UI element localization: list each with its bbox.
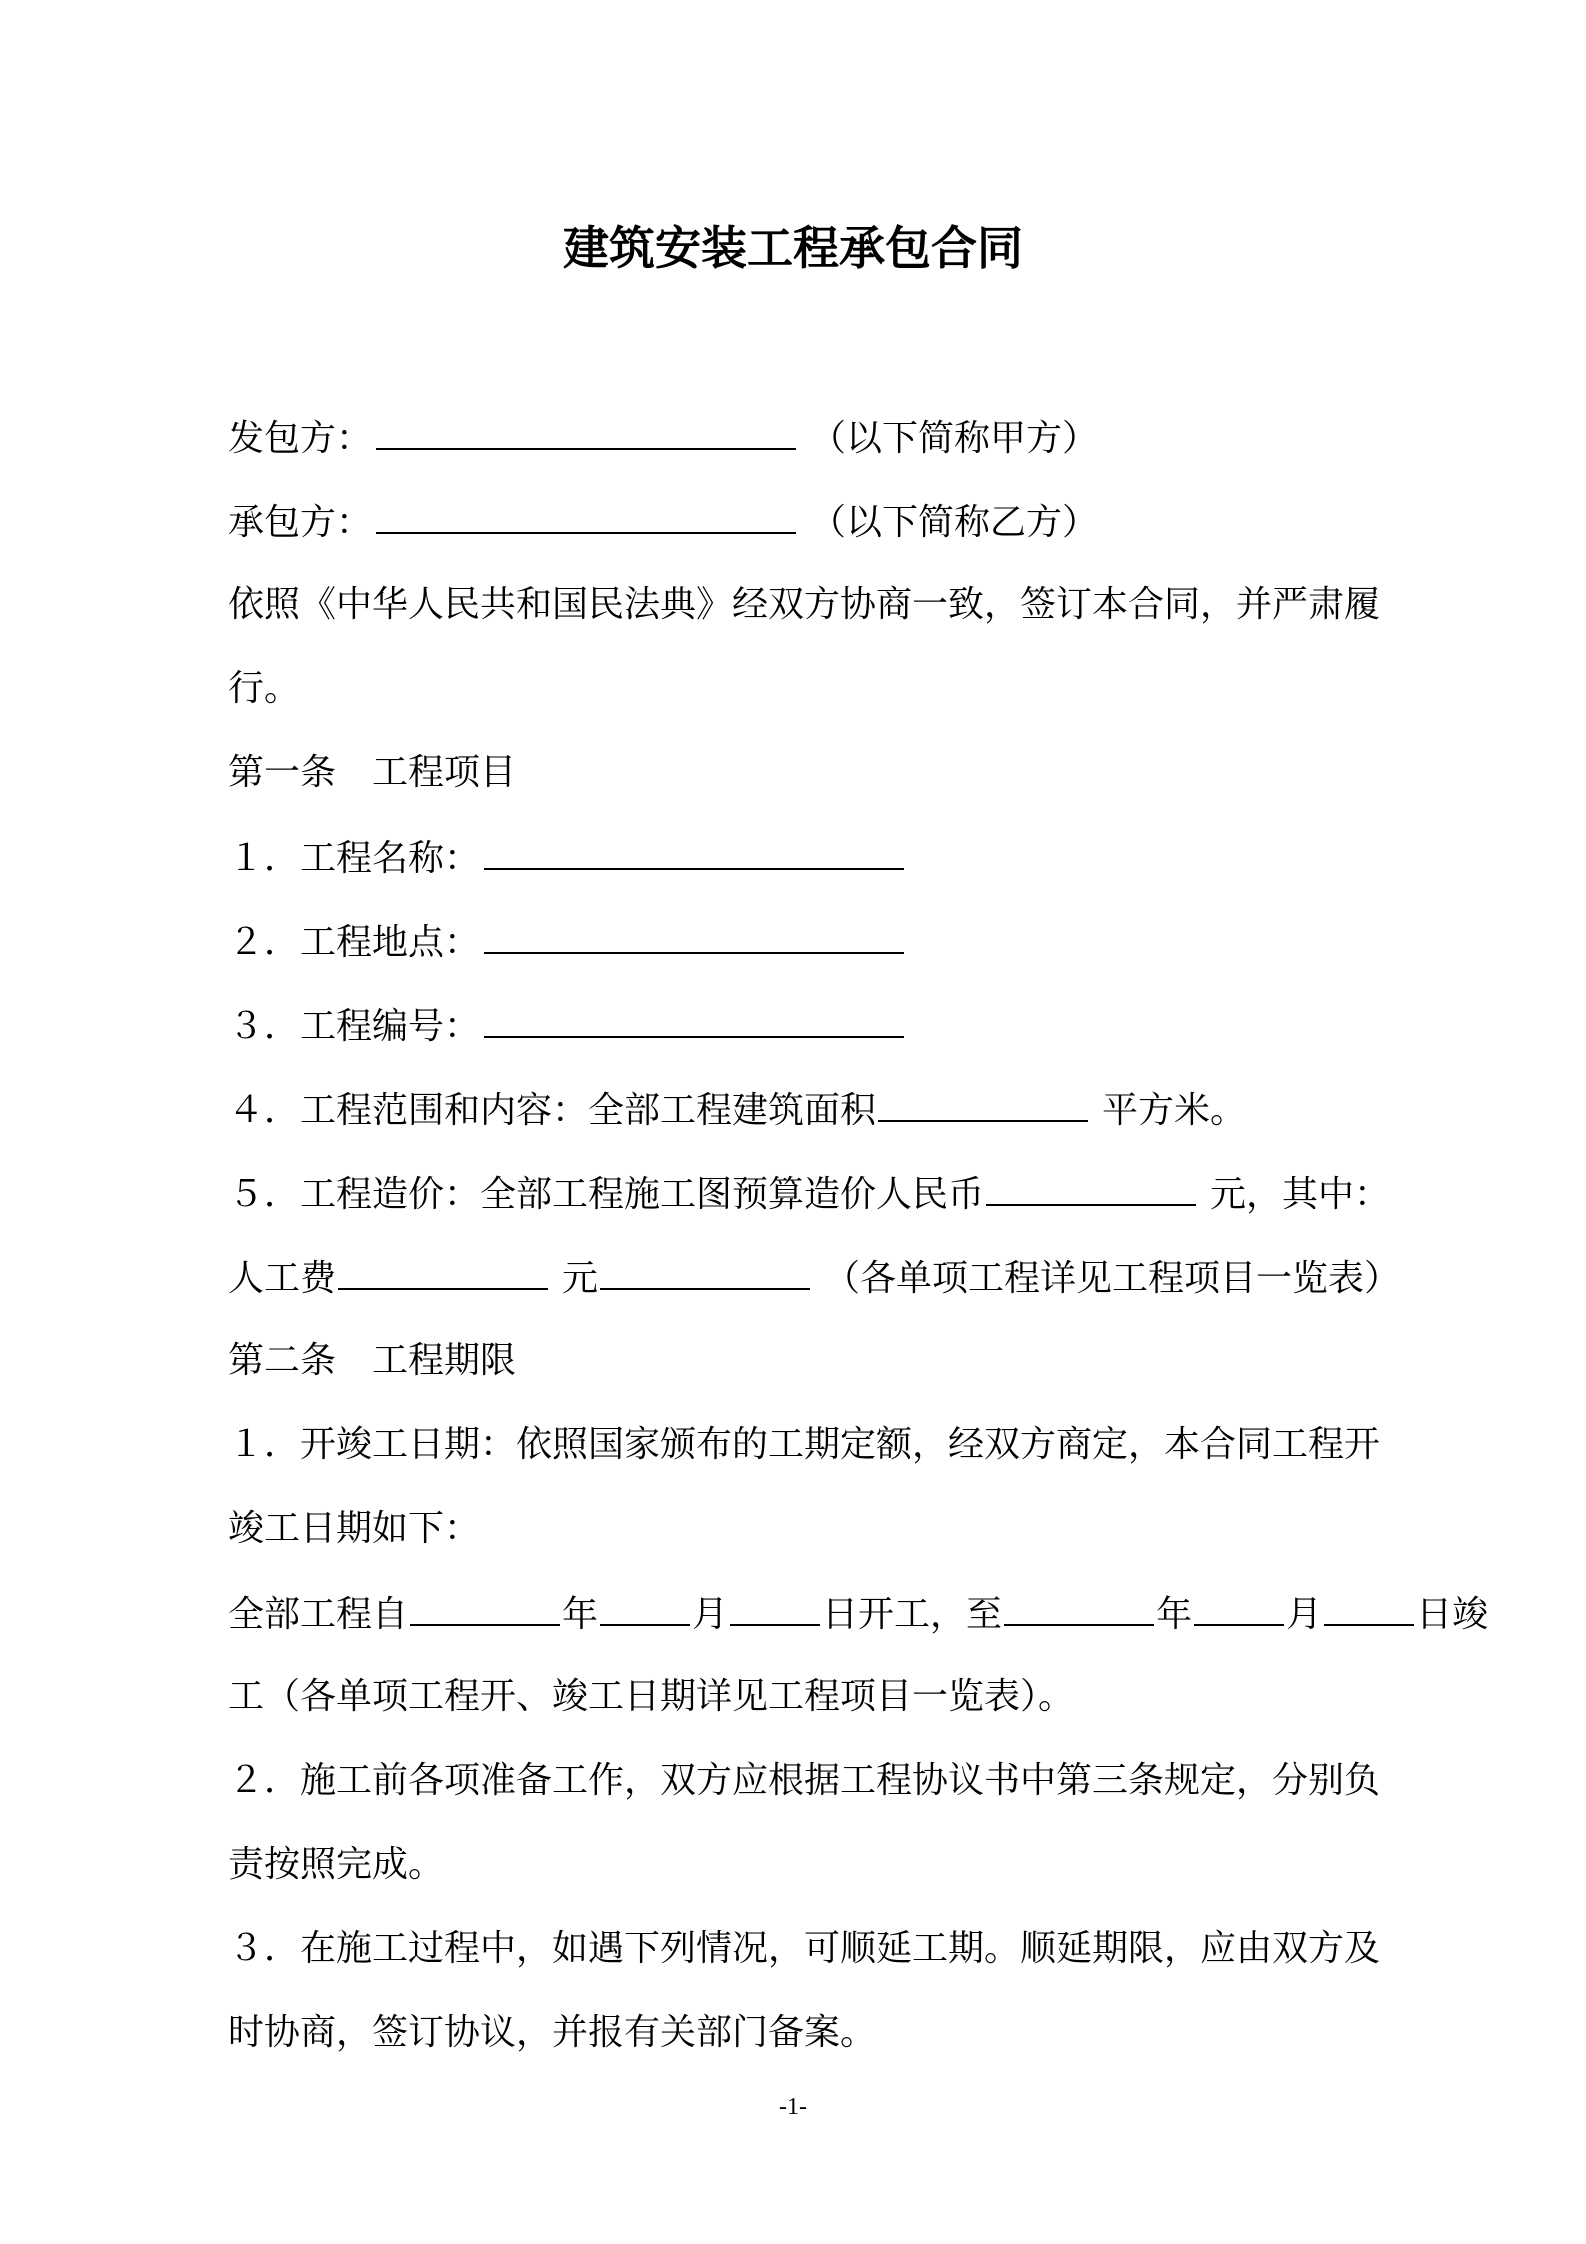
document-title: 建筑安装工程承包合同 xyxy=(563,221,1023,275)
project-scope-suffix: 平方米。 xyxy=(1102,1090,1247,1131)
date-prefix: 全部工程自 xyxy=(228,1594,409,1635)
project-name-line xyxy=(228,830,1428,886)
preparation-line-2: 责按照完成。 xyxy=(228,1844,445,1885)
end-month-label: 月 xyxy=(1286,1594,1323,1635)
preparation-line-1: ２．施工前各项准备工作，双方应根据工程协议书中第三条规定，分别负 xyxy=(228,1760,1381,1801)
project-cost-prefix: ５．工程造价：全部工程施工图预算造价人民币 xyxy=(228,1174,985,1215)
preamble-line-2: 行。 xyxy=(228,668,301,709)
end-day-blank xyxy=(1324,1586,1414,1626)
start-month-label: 月 xyxy=(692,1594,729,1635)
page-number: -1- xyxy=(779,2094,807,2120)
end-suffix: 日竣 xyxy=(1416,1594,1489,1635)
budget-cost-blank xyxy=(986,1166,1196,1206)
start-year-blank xyxy=(410,1586,560,1626)
labor-cost-line xyxy=(228,1250,1428,1306)
extension-line-2: 时协商，签订协议，并报有关部门备案。 xyxy=(228,2012,877,2053)
extension-line-1: ３．在施工过程中，如遇下列情况，可顺延工期。顺延期限，应由双方及 xyxy=(228,1928,1381,1969)
project-name-blank xyxy=(484,830,904,870)
labor-cost-note: （各单项工程详见工程项目一览表） xyxy=(824,1258,1401,1299)
project-cost-suffix: 元，其中： xyxy=(1210,1174,1391,1215)
party-a-note: （以下简称甲方） xyxy=(810,418,1099,459)
schedule-line-1: １．开竣工日期：依照国家颁布的工期定额，经双方商定，本合同工程开 xyxy=(228,1424,1381,1465)
start-day-blank xyxy=(730,1586,820,1626)
party-b-line xyxy=(228,494,1428,550)
project-location-label: ２．工程地点： xyxy=(228,922,481,963)
project-number-blank xyxy=(484,998,904,1038)
article-2-heading: 第二条 工程期限 xyxy=(228,1340,517,1381)
start-suffix: 日开工，至 xyxy=(822,1594,1003,1635)
party-b-note: （以下简称乙方） xyxy=(810,502,1099,543)
preamble-line-1: 依照《中华人民共和国民法典》经双方协商一致，签订本合同，并严肃履 xyxy=(228,584,1381,625)
project-number-line xyxy=(228,998,1428,1054)
project-cost-line xyxy=(228,1166,1428,1222)
article-1-heading: 第一条 工程项目 xyxy=(228,752,517,793)
party-a-blank xyxy=(376,410,796,450)
party-a-line xyxy=(228,410,1428,466)
party-a-label: 发包方： xyxy=(228,418,373,459)
end-year-blank xyxy=(1004,1586,1154,1626)
labor-cost-label: 人工费 xyxy=(228,1258,337,1299)
project-scope-line xyxy=(228,1082,1428,1138)
schedule-line-2: 竣工日期如下： xyxy=(228,1508,481,1549)
project-location-blank xyxy=(484,914,904,954)
end-year-label: 年 xyxy=(1156,1594,1193,1635)
yuan-label: 元 xyxy=(562,1258,599,1299)
project-scope-prefix: ４．工程范围和内容：全部工程建筑面积 xyxy=(228,1090,877,1131)
project-name-label: １．工程名称： xyxy=(228,838,481,879)
end-month-blank xyxy=(1194,1586,1284,1626)
date-range-line-2: 工（各单项工程开、竣工日期详见工程项目一览表）。 xyxy=(228,1676,1075,1717)
project-number-label: ３．工程编号： xyxy=(228,1006,481,1047)
party-b-blank xyxy=(376,494,796,534)
project-location-line xyxy=(228,914,1428,970)
building-area-blank xyxy=(878,1082,1088,1122)
start-month-blank xyxy=(600,1586,690,1626)
date-range-line xyxy=(228,1586,1489,1642)
start-year-label: 年 xyxy=(562,1594,599,1635)
other-cost-blank xyxy=(600,1250,810,1290)
party-b-label: 承包方： xyxy=(228,502,373,543)
labor-cost-blank xyxy=(338,1250,548,1290)
